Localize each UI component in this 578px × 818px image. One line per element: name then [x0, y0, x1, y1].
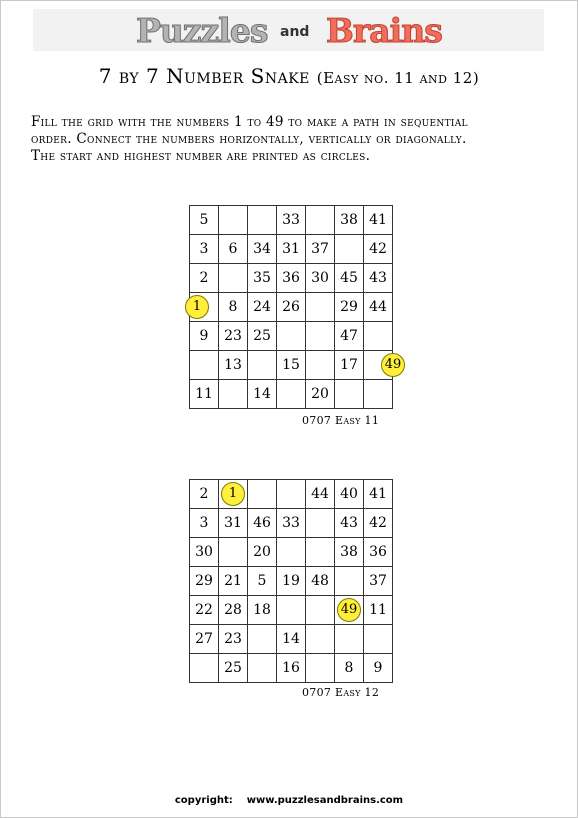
grid-cell[interactable] — [306, 206, 335, 235]
puzzle-label: 0707 Easy 11 — [302, 414, 380, 427]
page-title-sub: (Easy no. 11 and 12) — [316, 69, 480, 87]
grid-row — [190, 264, 393, 293]
grid-cell[interactable] — [219, 480, 248, 509]
grid-cell[interactable]: 35 — [248, 264, 277, 293]
grid-cell[interactable] — [248, 206, 277, 235]
grid-row — [190, 293, 393, 322]
site-header — [33, 9, 544, 51]
grid-cell[interactable] — [335, 567, 364, 596]
grid-cell[interactable]: 41 — [364, 480, 393, 509]
grid-cell[interactable]: 15 — [277, 351, 306, 380]
grid-row — [190, 322, 393, 351]
grid-cell[interactable]: 14 — [248, 380, 277, 409]
grid-cell[interactable]: 8 — [219, 293, 248, 322]
grid-cell[interactable] — [306, 625, 335, 654]
grid-cell[interactable] — [306, 596, 335, 625]
grid-cell[interactable]: 11 — [190, 380, 219, 409]
grid-cell[interactable]: 17 — [335, 351, 364, 380]
copyright-label: copyright: — [174, 795, 233, 806]
grid-cell[interactable]: 34 — [248, 235, 277, 264]
grid-cell[interactable] — [364, 322, 393, 351]
grid-cell[interactable]: 8 — [335, 654, 364, 683]
grid-cell[interactable]: 20 — [248, 538, 277, 567]
grid-cell[interactable] — [335, 380, 364, 409]
grid-cell[interactable]: 2 — [190, 264, 219, 293]
grid-cell[interactable]: 38 — [335, 206, 364, 235]
grid-cell[interactable]: 44 — [364, 293, 393, 322]
grid-cell[interactable]: 26 — [277, 293, 306, 322]
grid-cell[interactable] — [219, 206, 248, 235]
grid-cell[interactable]: 48 — [306, 567, 335, 596]
grid-cell[interactable]: 30 — [190, 538, 219, 567]
grid-cell[interactable] — [306, 654, 335, 683]
grid-cell[interactable] — [248, 625, 277, 654]
grid-cell[interactable] — [306, 322, 335, 351]
grid-cell[interactable]: 23 — [219, 625, 248, 654]
grid-row — [190, 654, 393, 683]
grid-cell[interactable]: 25 — [248, 322, 277, 351]
instruction-line: order. Connect the numbers horizontally, vertically or diagonally. — [31, 131, 467, 147]
grid-cell[interactable]: 36 — [277, 264, 306, 293]
grid-cell[interactable]: 22 — [190, 596, 219, 625]
grid-cell[interactable] — [190, 293, 219, 322]
puzzle-grid-easy-11 — [189, 205, 402, 409]
grid-cell[interactable] — [364, 351, 402, 380]
grid-cell[interactable] — [219, 538, 248, 567]
circled-number: 1 — [221, 482, 245, 506]
grid-cell[interactable]: 40 — [335, 480, 364, 509]
grid-cell[interactable]: 5 — [248, 567, 277, 596]
grid-cell[interactable]: 41 — [364, 206, 393, 235]
grid-cell[interactable] — [248, 654, 277, 683]
grid-cell[interactable]: 46 — [248, 509, 277, 538]
grid-cell[interactable] — [306, 509, 335, 538]
grid-row — [190, 235, 393, 264]
grid-cell[interactable] — [248, 480, 277, 509]
grid-cell[interactable]: 47 — [335, 322, 364, 351]
grid-cell[interactable]: 28 — [219, 596, 248, 625]
grid-row — [190, 567, 393, 596]
grid-cell[interactable]: 45 — [335, 264, 364, 293]
circled-number: 49 — [381, 353, 405, 377]
grid-cell[interactable]: 9 — [364, 654, 393, 683]
grid-cell[interactable] — [277, 380, 306, 409]
grid-cell[interactable]: 11 — [364, 596, 393, 625]
grid-cell[interactable]: 3 — [190, 509, 219, 538]
grid-cell[interactable] — [335, 625, 364, 654]
grid-cell[interactable] — [277, 480, 306, 509]
grid-cell[interactable]: 31 — [277, 235, 306, 264]
grid-cell[interactable] — [364, 380, 393, 409]
grid-cell[interactable] — [364, 625, 393, 654]
copyright-footer — [0, 795, 578, 806]
grid-cell[interactable]: 30 — [306, 264, 335, 293]
grid-cell[interactable]: 29 — [190, 567, 219, 596]
logo-puzzles-text: Puzzles — [136, 11, 268, 50]
grid-cell[interactable]: 33 — [277, 509, 306, 538]
grid-cell[interactable]: 42 — [364, 509, 393, 538]
grid-cell[interactable]: 9 — [190, 322, 219, 351]
grid-cell[interactable] — [306, 293, 335, 322]
grid-cell[interactable]: 16 — [277, 654, 306, 683]
grid-row — [190, 480, 393, 509]
grid-cell[interactable]: 5 — [190, 206, 219, 235]
grid-cell[interactable]: 20 — [306, 380, 335, 409]
grid-cell[interactable]: 19 — [277, 567, 306, 596]
page-title-main: 7 by 7 Number Snake — [98, 64, 310, 88]
grid-cell[interactable]: 27 — [190, 625, 219, 654]
grid-row — [190, 206, 393, 235]
grid-cell[interactable]: 18 — [248, 596, 277, 625]
grid-cell[interactable]: 21 — [219, 567, 248, 596]
grid-row — [190, 538, 393, 567]
grid-cell[interactable]: 6 — [219, 235, 248, 264]
grid-cell[interactable]: 13 — [219, 351, 248, 380]
instruction-line: The start and highest number are printed as circles. — [31, 148, 371, 164]
grid-cell[interactable]: 25 — [219, 654, 248, 683]
grid-row — [190, 596, 393, 625]
grid-cell[interactable]: 43 — [364, 264, 393, 293]
grid-cell[interactable] — [306, 538, 335, 567]
grid-cell[interactable] — [190, 351, 219, 380]
logo-and-text: and — [280, 24, 310, 40]
grid-cell[interactable] — [219, 380, 248, 409]
instruction-line: Fill the grid with the numbers 1 to 49 to make a path in sequential — [31, 114, 468, 130]
grid-cell[interactable]: 42 — [364, 235, 393, 264]
grid-cell[interactable]: 37 — [364, 567, 393, 596]
grid-cell[interactable] — [335, 596, 364, 625]
grid-cell[interactable] — [306, 351, 335, 380]
grid-cell[interactable]: 2 — [190, 480, 219, 509]
grid-row — [190, 351, 393, 380]
grid-cell[interactable]: 3 — [190, 235, 219, 264]
grid-cell[interactable]: 38 — [335, 538, 364, 567]
grid-cell[interactable]: 43 — [335, 509, 364, 538]
page-title — [0, 64, 578, 88]
grid-cell[interactable]: 37 — [306, 235, 335, 264]
grid-cell[interactable]: 44 — [306, 480, 335, 509]
grid-cell[interactable] — [277, 538, 306, 567]
grid-cell[interactable]: 29 — [335, 293, 364, 322]
grid-cell[interactable] — [335, 235, 364, 264]
grid-row — [190, 509, 393, 538]
copyright-url[interactable]: www.puzzlesandbrains.com — [246, 795, 404, 806]
grid-cell[interactable] — [277, 322, 306, 351]
grid-cell[interactable]: 33 — [277, 206, 306, 235]
puzzle-grid-easy-12 — [189, 479, 393, 683]
grid-cell[interactable]: 36 — [364, 538, 393, 567]
grid-cell[interactable] — [219, 264, 248, 293]
instructions — [31, 114, 561, 165]
circled-number: 1 — [185, 295, 209, 319]
puzzle-label: 0707 Easy 12 — [302, 686, 380, 699]
site-logo[interactable] — [33, 9, 544, 51]
grid-cell[interactable]: 31 — [219, 509, 248, 538]
grid-row — [190, 625, 393, 654]
grid-cell[interactable] — [190, 654, 219, 683]
logo-brains-text: Brains — [326, 11, 442, 50]
grid-cell[interactable]: 24 — [248, 293, 277, 322]
circled-number: 49 — [337, 598, 361, 622]
grid-cell[interactable]: 14 — [277, 625, 306, 654]
grid-cell[interactable] — [277, 596, 306, 625]
grid-cell[interactable] — [248, 351, 277, 380]
grid-cell[interactable]: 23 — [219, 322, 248, 351]
grid-row — [190, 380, 393, 409]
